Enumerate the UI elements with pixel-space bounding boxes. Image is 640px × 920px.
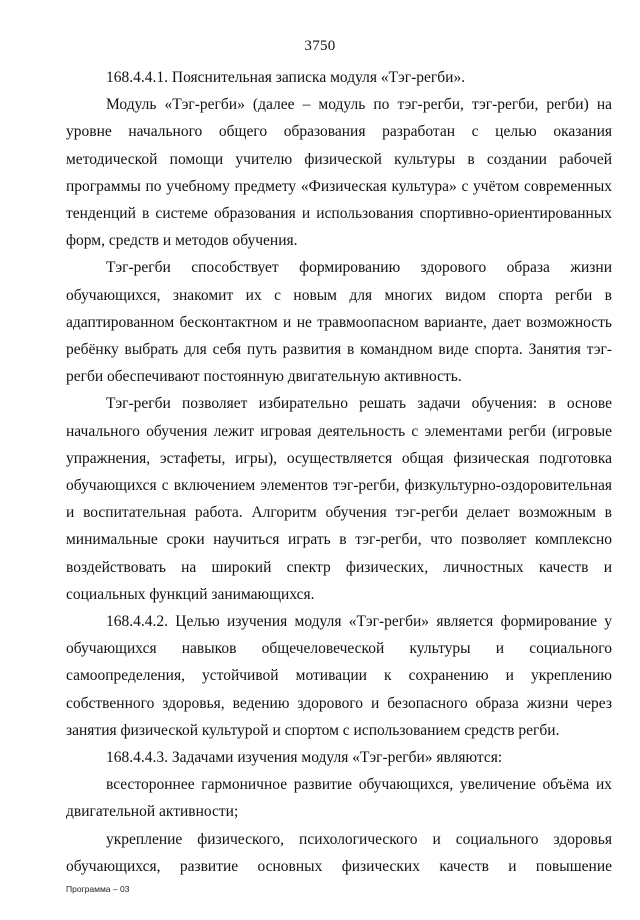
paragraph-learning-tasks: Тэг-регби позволяет избирательно решать задачи обучения: в основе начального обучения лежит игровая деятельность с элементами регби (игровые упражнения, эстафеты, игры), осуществляется общая физическая подготовка обучающихся с включением элементов тэг-регби, физкультурно-оздоровительная и воспитательная работа. Алгоритм обучения тэг-регби делает возможным в минимальные сроки научиться играть в тэг-регби, что позволяет комплексно воздействовать на широкий спектр физических, личностных качеств и социальных функций занимающихся. <box>66 395 612 603</box>
section-heading-168-4-4-3: 168.4.4.3. Задачами изучения модуля «Тэг-регби» являются: <box>106 749 503 767</box>
document-body <box>66 64 612 880</box>
paragraph-module-description: Модуль «Тэг-регби» (далее – модуль по тэг-регби, тэг-регби, регби) на уровне начального общего образования разработан с целью оказания методической помощи учителю физической культуры в создании рабочей программы по учебному предмету «Физическая культура» с учётом современных тенденций в системе образования и использования спортивно-ориентированных форм, средств и методов обучения. <box>66 96 612 250</box>
page-footer: Программа – 03 <box>66 884 130 894</box>
paragraph-goal-168-4-4-2: 168.4.4.2. Целью изучения модуля «Тэг-регби» является формирование у обучающихся навыков общечеловеческой культуры и социального самоопределения, устойчивой мотивации к сохранению и укреплению собственного здоровья, ведению здорового и безопасного образа жизни через занятия физической культурой и спортом с использованием средств регби. <box>66 613 612 739</box>
paragraph-healthy-lifestyle: Тэг-регби способствует формированию здорового образа жизни обучающихся, знакомит их с новым для многих видом спорта регби в адаптированном бесконтактном и не травмоопасном варианте, дает возможность ребёнку выбрать для себя путь развития в командном виде спорта. Занятия тэг-регби обеспечивают постоянную двигательную активность. <box>66 259 612 386</box>
section-heading-168-4-4-1: 168.4.4.1. Пояснительная записка модуля «Тэг-регби». <box>106 69 466 86</box>
list-item-health-strengthening: укрепление физического, психологического и социального здоровья обучающихся, развитие основных физических качеств и повышение <box>66 830 612 875</box>
list-item-harmonious-development: всестороннее гармоничное развитие обучающихся, увеличение объёма их двигательной активности; <box>66 776 612 821</box>
page-number: 3750 <box>304 38 336 54</box>
